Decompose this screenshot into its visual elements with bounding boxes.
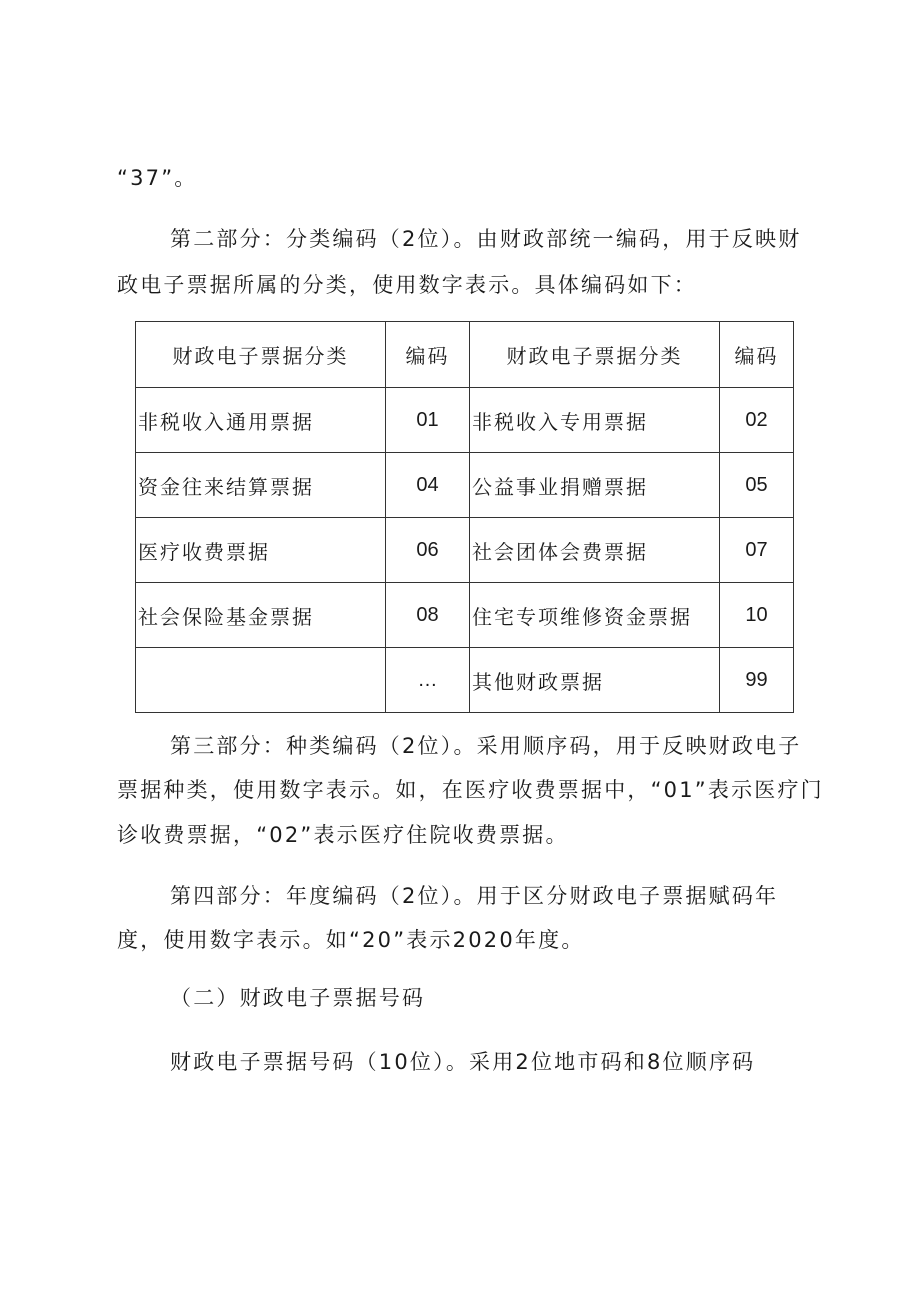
paragraph-type-code-line-3: 诊收费票据，“02”表示医疗住院收费票据。 [117,823,569,847]
paragraph-continuation: “37”。 [117,166,198,190]
table-cell-code: 01 [386,388,470,453]
paragraph-year-code-line-2: 度，使用数字表示。如“20”表示2020年度。 [117,928,585,952]
table-cell-category: 社会保险基金票据 [136,583,386,648]
table-cell-category: 住宅专项维修资金票据 [470,583,720,648]
table-row [136,518,794,583]
section-heading-bill-number: （二）财政电子票据号码 [170,986,426,1010]
table-cell-category [136,648,386,713]
table-cell-code: 10 [720,583,794,648]
table-cell-code: 08 [386,583,470,648]
paragraph-category-code-line-1: 第二部分：分类编码（2位）。由财政部统一编码，用于反映财 [170,227,802,251]
paragraph-year-code-line-1: 第四部分：年度编码（2位）。用于区分财政电子票据赋码年 [170,884,779,908]
paragraph-category-code-line-2: 政电子票据所属的分类，使用数字表示。具体编码如下： [117,273,697,297]
category-code-table [135,321,794,713]
table-row [136,388,794,453]
table-cell-category: 非税收入通用票据 [136,388,386,453]
table-row [136,583,794,648]
table-row [136,453,794,518]
table-cell-category: 医疗收费票据 [136,518,386,583]
table-cell-category: 资金往来结算票据 [136,453,386,518]
table-cell-code: 06 [386,518,470,583]
table-cell-code: 07 [720,518,794,583]
table-header-cell: 编码 [386,322,470,388]
table-header-row [136,322,794,388]
paragraph-bill-number: 财政电子票据号码（10位）。采用2位地市码和8位顺序码 [170,1050,756,1074]
table-cell-code: 05 [720,453,794,518]
table-cell-category: 非税收入专用票据 [470,388,720,453]
table-header-cell: 财政电子票据分类 [470,322,720,388]
table-cell-code: … [386,648,470,713]
table-cell-category: 公益事业捐赠票据 [470,453,720,518]
table-header-cell: 编码 [720,322,794,388]
paragraph-type-code-line-1: 第三部分：种类编码（2位）。采用顺序码，用于反映财政电子 [170,734,802,758]
paragraph-type-code-line-2: 票据种类，使用数字表示。如，在医疗收费票据中，“01”表示医疗门 [117,778,824,802]
table-cell-code: 99 [720,648,794,713]
table-row [136,648,794,713]
table-cell-code: 02 [720,388,794,453]
table-header-cell: 财政电子票据分类 [136,322,386,388]
table-cell-category: 其他财政票据 [470,648,720,713]
table-cell-category: 社会团体会费票据 [470,518,720,583]
table-cell-code: 04 [386,453,470,518]
